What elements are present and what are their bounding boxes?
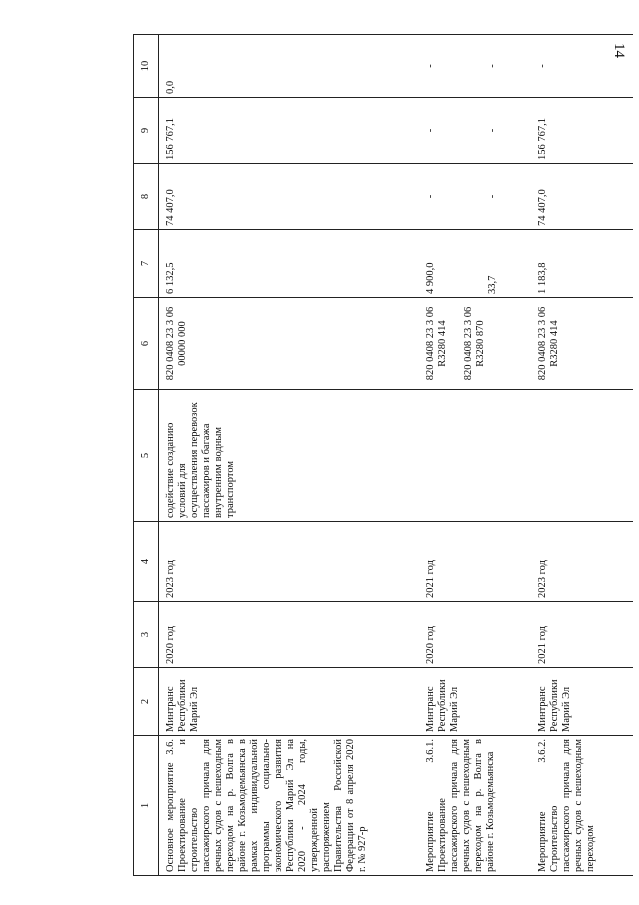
budget-code-value: 820 0408 23 3 06 R3280 414 xyxy=(537,306,560,381)
value-col9: 156 767,1 xyxy=(531,98,633,164)
col-header-1: 1 xyxy=(134,736,159,876)
value-col8: 74 407,0 xyxy=(531,164,633,230)
start-year: 2021 год xyxy=(531,602,633,668)
page-number: 14 xyxy=(611,43,627,58)
budget-code-value: 820 0408 23 3 06 00000 000 xyxy=(165,306,188,381)
budget-code-value: 820 0408 23 3 06 R3280 414 xyxy=(425,306,448,381)
budget-code xyxy=(531,298,633,390)
value-col9-a: - xyxy=(425,128,436,133)
activity-name: Мероприятие 3.6.1. Проектирование пассажирского причала для речных судов с пешеходным переходом на р. Волга в районе г. Козьмодемьянска xyxy=(419,736,531,876)
value-col10 xyxy=(419,35,531,98)
activity-name: Мероприятие 3.6.2. Строительство пассажирского причала для речных судов с пешеходным переходом xyxy=(531,736,633,876)
value-col8-a: - xyxy=(425,194,436,199)
executor: Минтранс Республики Марий Эл xyxy=(531,668,633,736)
col-header-8: 8 xyxy=(134,164,159,230)
rotated-table-wrapper xyxy=(133,35,632,876)
executor: Минтранс Республики Марий Эл xyxy=(159,668,420,736)
executor: Минтранс Республики Марий Эл xyxy=(419,668,531,736)
program-table xyxy=(133,34,633,876)
budget-code xyxy=(419,298,531,390)
value-col10-a: - xyxy=(425,64,436,68)
value-col9-b: - xyxy=(487,128,498,133)
budget-code xyxy=(159,298,420,390)
value-col7: 1 183,8 xyxy=(531,230,633,298)
value-col7 xyxy=(419,230,531,298)
value-col10-b: - xyxy=(487,64,498,68)
value-col8 xyxy=(419,164,531,230)
table-row xyxy=(159,35,420,876)
budget-code-value-2: 820 0408 23 3 06 R3280 870 xyxy=(463,306,486,381)
col-header-9: 9 xyxy=(134,98,159,164)
col-header-7: 7 xyxy=(134,230,159,298)
col-header-6: 6 xyxy=(134,298,159,390)
header-row xyxy=(134,35,159,876)
value-col7-b: 33,7 xyxy=(487,275,498,294)
col-header-10: 10 xyxy=(134,35,159,98)
activity-name: Основное мероприятие 3.6. Проектирование и строительство пассажирского причала для речных судов с пешеходным переходом на р. Волга в районе г. Козьмодемьянска в рамках индивидуальной программы социально-экономического развития Республики Марий Эл на 2020 - 2024 годы, утвержденной распоряжением Правительства Российской Федерации от 8 апреля 2020 г. № 927-р xyxy=(159,736,420,876)
value-col9 xyxy=(419,98,531,164)
table-row xyxy=(531,35,633,876)
value-col9: 156 767,1 xyxy=(159,98,420,164)
expected-result xyxy=(419,390,531,522)
end-year: 2021 год xyxy=(419,522,531,602)
start-year: 2020 год xyxy=(159,602,420,668)
value-col8-b: - xyxy=(487,194,498,199)
start-year: 2020 год xyxy=(419,602,531,668)
value-col10: 0,0 xyxy=(159,35,420,98)
col-header-2: 2 xyxy=(134,668,159,736)
value-col10: - xyxy=(531,35,633,98)
expected-result xyxy=(531,390,633,522)
end-year: 2023 год xyxy=(159,522,420,602)
table-row xyxy=(419,35,531,876)
col-header-3: 3 xyxy=(134,602,159,668)
value-col7-a: 4 900,0 xyxy=(425,262,436,294)
end-year: 2023 год xyxy=(531,522,633,602)
value-col8: 74 407,0 xyxy=(159,164,420,230)
col-header-4: 4 xyxy=(134,522,159,602)
value-col7: 6 132,5 xyxy=(159,230,420,298)
col-header-5: 5 xyxy=(134,390,159,522)
expected-result: содействие созданию условий для осуществления перевозок пассажиров и багажа внутренним водным транспортом xyxy=(159,390,420,522)
